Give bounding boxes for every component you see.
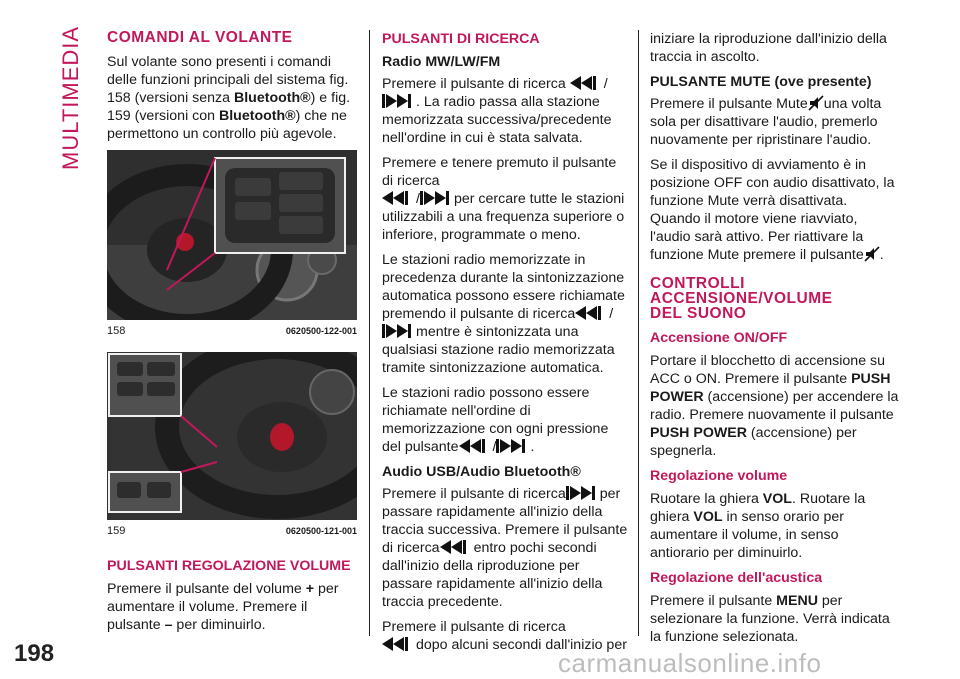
steering-wheel-illustration	[107, 150, 357, 320]
mute-subtitle: PULSANTE MUTE (ove presente)	[650, 74, 872, 90]
figure-158	[107, 150, 357, 320]
search-paragraph-4: Le stazioni radio possono essere richiamate nell'ordine di memorizzazione con ogni pressione del pulsante / .	[382, 385, 609, 455]
acoustics-paragraph: Premere il pulsante MENU per selezionare la funzione. Verrà indicata la funzione selezionata.	[650, 593, 890, 645]
mute-paragraph-1: Premere il pulsante Mute una volta sola per disattivare l'audio, premerlo nuovamente per ripristinare l'audio.	[650, 96, 882, 148]
heading-volume-buttons: PULSANTI REGOLAZIONE VOLUME	[107, 558, 351, 574]
onoff-subtitle: Accensione ON/OFF	[650, 330, 788, 346]
seek-back-icon	[575, 306, 609, 320]
section-tab	[58, 25, 83, 170]
figure-code: 0620500-122-001	[285, 326, 357, 336]
column-3	[650, 30, 900, 653]
column-2	[382, 30, 630, 661]
seek-forward-icon	[420, 191, 454, 205]
column-divider	[638, 30, 639, 636]
figure-number: 158	[107, 325, 126, 337]
figure-number: 159	[107, 525, 126, 537]
mute-icon	[808, 95, 824, 111]
figure-159	[107, 352, 357, 520]
heading-comandi: COMANDI AL VOLANTE	[107, 29, 293, 46]
steering-wheel-bluetooth-illustration	[107, 352, 357, 520]
seek-forward-icon	[566, 486, 600, 500]
column-1	[107, 30, 357, 150]
usb-paragraph-1: Premere il pulsante di ricerca per passare rapidamente all'inizio della traccia successiva. Premere il pulsante di ricerca entro pochi secondi dall'inizio della riproduzione per passare rapidamente all'inizio della traccia precedente.	[382, 486, 628, 610]
usb-subtitle: Audio USB/Audio Bluetooth®	[382, 464, 581, 480]
seek-back-icon	[459, 439, 493, 453]
seek-forward-icon	[382, 324, 416, 338]
seek-back-icon	[382, 637, 416, 651]
volume-paragraph: Premere il pulsante del volume + per aumentare il volume. Premere il pulsante – per diminuirlo.	[107, 581, 339, 633]
volume-section	[107, 557, 357, 641]
mute-paragraph-2: Se il dispositivo di avviamento è in posizione OFF con audio disattivato, la funzione Mute verrà disattivata. Quando il motore viene riavviato, l'audio sarà attivo. Per riattivare la funzione Mute premere il pulsante .	[650, 157, 895, 263]
figure-code: 0620500-121-001	[285, 526, 357, 536]
continued-paragraph: iniziare la riproduzione dall'inizio della traccia in ascolto.	[650, 31, 887, 65]
seek-back-icon	[382, 191, 416, 205]
seek-forward-icon	[382, 94, 416, 108]
seek-back-icon	[570, 76, 604, 90]
volume-adjust-paragraph: Ruotare la ghiera VOL. Ruotare la ghiera VOL in senso orario per aumentare il volume, in senso antiorario per diminuirlo.	[650, 491, 866, 561]
section-title: MULTIMEDIA	[58, 25, 83, 170]
onoff-paragraph: Portare il blocchetto di accensione su ACC o ON. Premere il pulsante PUSH POWER (accensione) per accendere la radio. Premere nuovamente il pulsante PUSH POWER (accensione) per spegnerla.	[650, 353, 899, 459]
watermark: carmanualsonline.info	[558, 648, 822, 678]
acoustics-subtitle: Regolazione dell'acustica	[650, 570, 823, 586]
seek-back-icon	[440, 540, 474, 554]
page-number: 198	[14, 640, 55, 667]
search-paragraph-2: Premere e tenere premuto il pulsante di ricerca / per cercare tutte le stazioni utilizzabili a una frequenza superiore o inferiore, programmate o meno.	[382, 155, 625, 243]
intro-paragraph: Sul volante sono presenti i comandi delle funzioni principali del sistema fig. 158 (versioni senza Bluetooth®) e fig. 159 (versioni con Bluetooth®) che ne permettono un controllo più agevole.	[107, 54, 351, 142]
search-paragraph-1: Premere il pulsante di ricerca / . La radio passa alla stazione memorizzata successiva/precedente nell'ordine in cui è stata salvata.	[382, 76, 612, 146]
heading-controls: CONTROLLI ACCENSIONE/VOLUME DEL SUONO	[650, 275, 833, 322]
radio-subtitle: Radio MW/LW/FM	[382, 54, 501, 70]
usb-paragraph-2: Premere il pulsante di ricerca dopo alcuni secondi dall'inizio per	[382, 619, 627, 653]
heading-search-buttons: PULSANTI DI RICERCA	[382, 31, 540, 47]
volume-subtitle: Regolazione volume	[650, 468, 788, 484]
seek-forward-icon	[496, 439, 530, 453]
mute-icon	[864, 246, 880, 262]
search-paragraph-3: Le stazioni radio memorizzate in precedenza durante la sintonizzazione automatica possono essere richiamate premendo il pulsante di ricerca / mentre è sintonizzata una qualsiasi stazione radio memorizzata tramite sintonizzazione automatica.	[382, 252, 625, 376]
column-divider	[369, 30, 370, 636]
